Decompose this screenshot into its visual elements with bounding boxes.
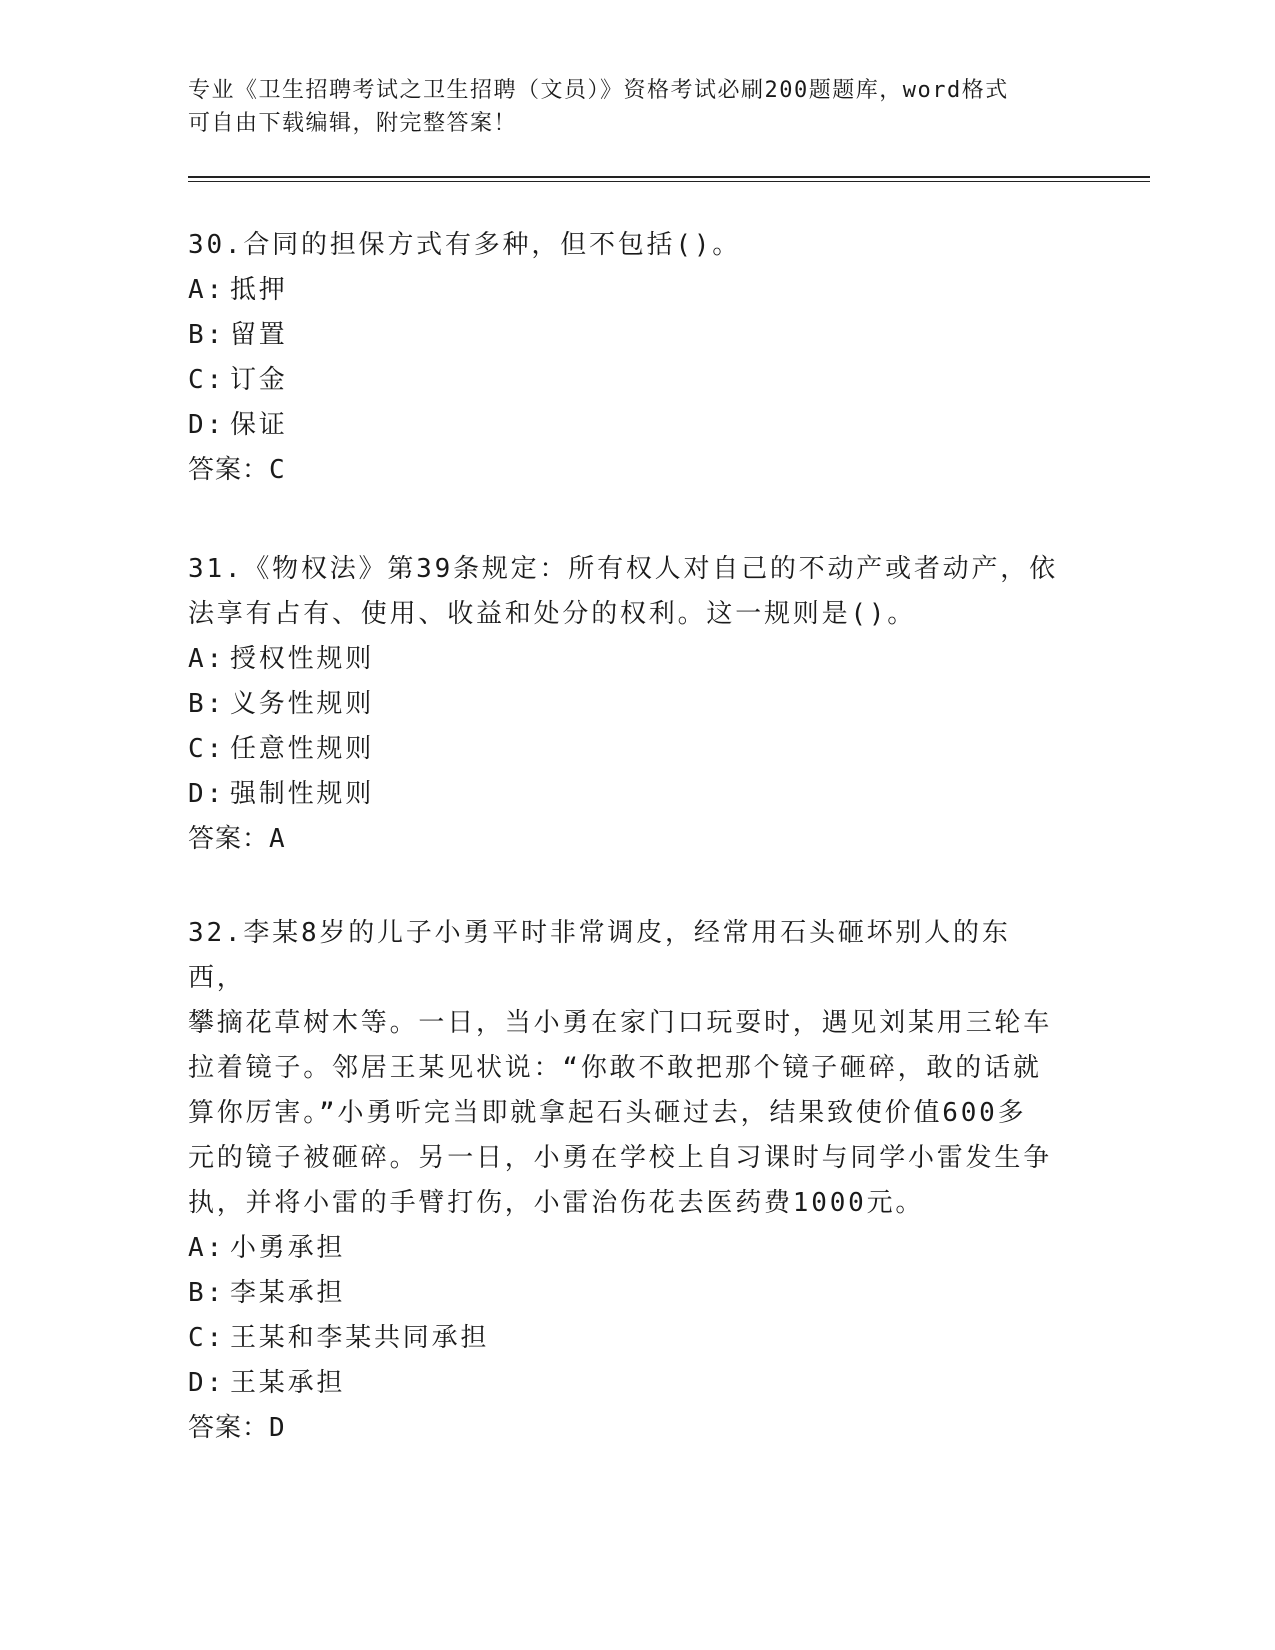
option-c (188, 358, 1068, 403)
answer-label: 答案： (188, 455, 270, 485)
answer-label: 答案： (188, 1413, 270, 1443)
header-line-2: 可自由下载编辑，附完整答案！ (188, 111, 518, 136)
question-stem-line: 32.李某8岁的儿子小勇平时非常调皮，经常用石头砸坏别人的东西， (188, 918, 1011, 993)
question-stem-line: 执，并将小雷的手臂打伤，小雷治伤花去医药费1000元。 (188, 1188, 925, 1218)
option-text: 保证 (230, 410, 288, 440)
question-31 (188, 547, 1068, 862)
header-divider-thin (188, 181, 1150, 182)
option-b (188, 1271, 1068, 1316)
option-text: 王某和李某共同承担 (230, 1323, 490, 1353)
option-key: B: (188, 320, 225, 350)
question-stem-line: 法享有占有、使用、收益和处分的权利。这一规则是()。 (188, 599, 917, 629)
option-key: D: (188, 779, 225, 809)
option-text: 王某承担 (230, 1368, 346, 1398)
option-key: C: (188, 734, 225, 764)
option-text: 任意性规则 (230, 734, 375, 764)
option-key: B: (188, 1278, 225, 1308)
question-stem-line: 31.《物权法》第39条规定：所有权人对自己的不动产或者动产，依 (188, 554, 1058, 584)
option-text: 小勇承担 (230, 1233, 346, 1263)
document-header (188, 74, 1068, 140)
option-key: A: (188, 644, 225, 674)
answer-value: C (269, 455, 286, 485)
option-text: 强制性规则 (230, 779, 375, 809)
option-text: 留置 (230, 320, 288, 350)
option-key: C: (188, 1323, 225, 1353)
question-stem-line: 算你厉害。”小勇听完当即就拿起石头砸过去，结果致使价值600多 (188, 1098, 1027, 1128)
question-stem: 30.合同的担保方式有多种，但不包括()。 (188, 230, 742, 260)
option-b (188, 313, 1068, 358)
question-30 (188, 223, 1068, 493)
option-a (188, 1226, 1068, 1271)
option-key: D: (188, 410, 225, 440)
option-c (188, 1316, 1068, 1361)
option-d (188, 1361, 1068, 1406)
option-text: 抵押 (230, 275, 288, 305)
option-d (188, 403, 1068, 448)
option-c (188, 727, 1068, 772)
option-text: 订金 (230, 365, 288, 395)
option-text: 义务性规则 (230, 689, 375, 719)
question-stem-line: 元的镜子被砸碎。另一日，小勇在学校上自习课时与同学小雷发生争 (188, 1143, 1053, 1173)
option-key: A: (188, 1233, 225, 1263)
question-32 (188, 911, 1068, 1451)
answer-line (188, 1406, 1068, 1451)
answer-line (188, 448, 1068, 493)
option-key: D: (188, 1368, 225, 1398)
header-divider-thick (188, 176, 1150, 178)
question-stem-line: 攀摘花草树木等。一日，当小勇在家门口玩耍时，遇见刘某用三轮车 (188, 1008, 1053, 1038)
option-key: B: (188, 689, 225, 719)
option-text: 李某承担 (230, 1278, 346, 1308)
option-b (188, 682, 1068, 727)
answer-line (188, 817, 1068, 862)
option-key: C: (188, 365, 225, 395)
option-a (188, 637, 1068, 682)
question-stem-line: 拉着镜子。邻居王某见状说：“你敢不敢把那个镜子砸碎，敢的话就 (188, 1053, 1042, 1083)
answer-value: D (269, 1413, 286, 1443)
option-d (188, 772, 1068, 817)
answer-value: A (269, 824, 286, 854)
answer-label: 答案： (188, 824, 270, 854)
header-line-1: 专业《卫生招聘考试之卫生招聘（文员）》资格考试必刷200题题库，word格式 (188, 78, 1009, 103)
option-a (188, 268, 1068, 313)
option-text: 授权性规则 (230, 644, 375, 674)
option-key: A: (188, 275, 225, 305)
